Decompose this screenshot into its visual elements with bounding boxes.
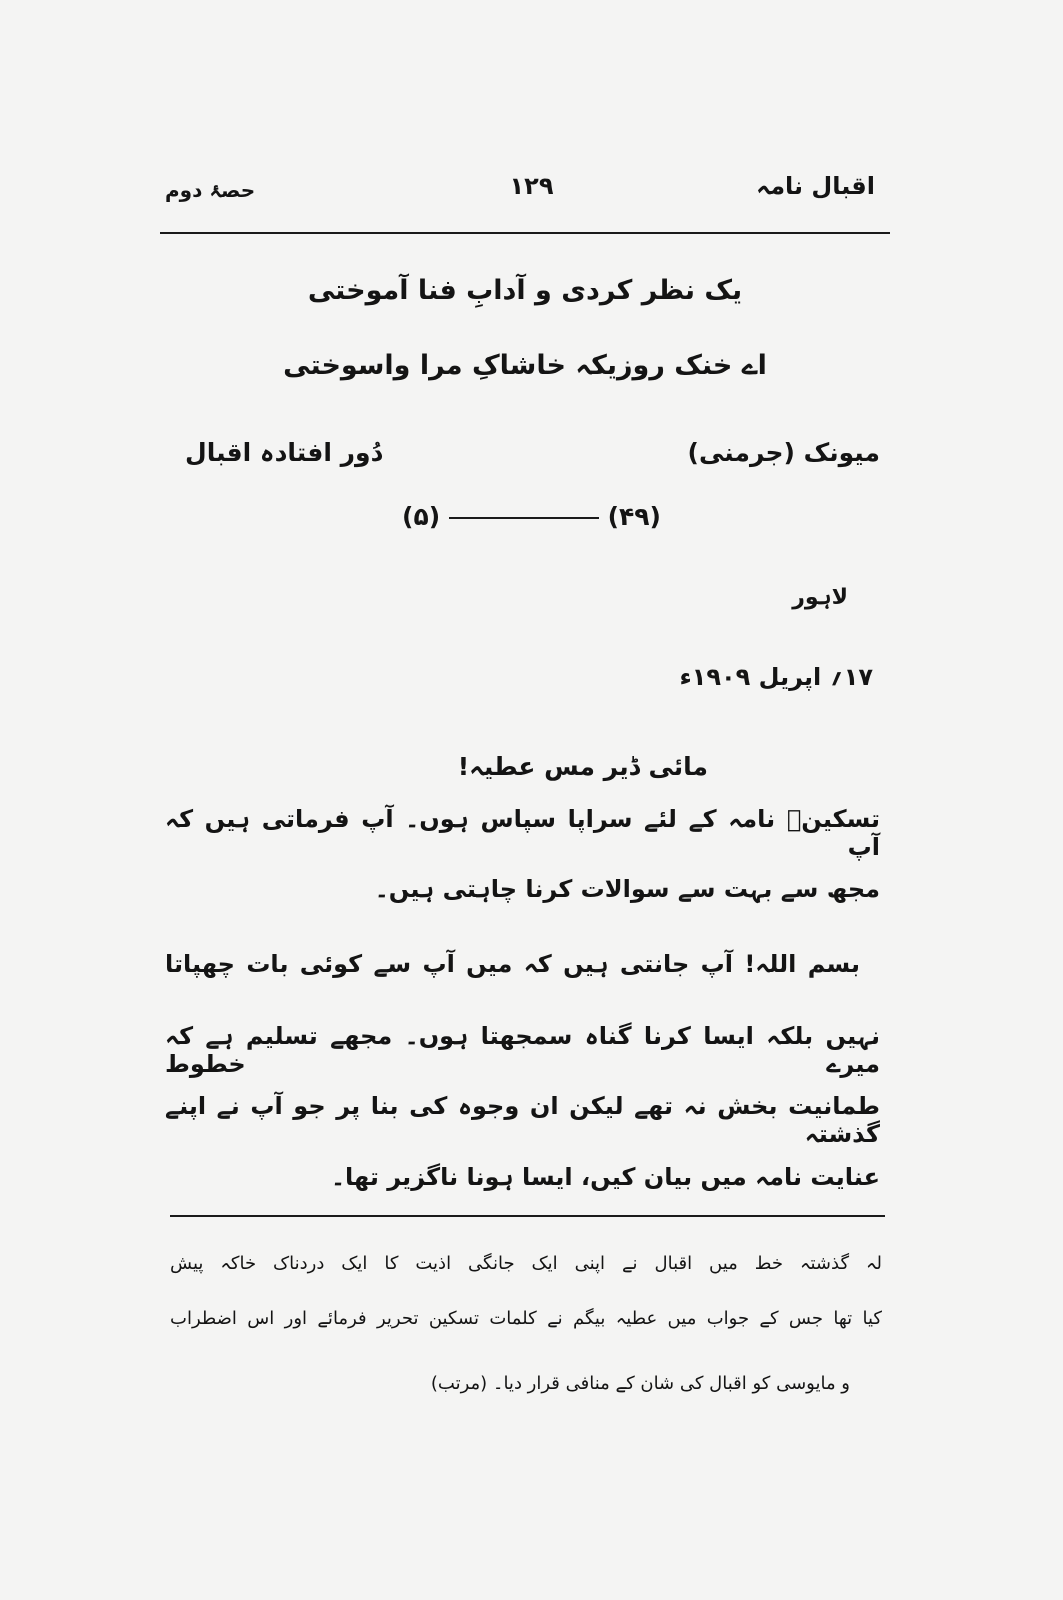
- book-title: اقبال نامہ: [756, 172, 875, 200]
- header-rule: [160, 232, 890, 234]
- verse-line-1: یک نظر کردی و آدابِ فنا آموختی: [307, 275, 743, 306]
- footnote-line: و مایوسی کو اقبال کی شان کے منافی قرار دیا۔ (مرتب): [430, 1373, 850, 1394]
- body-line: تسکینؔ نامہ کے لئے سراپا سپاس ہوں۔ آپ فرماتی ہیں کہ آپ: [165, 805, 880, 861]
- letter-city: لاہور: [792, 585, 848, 610]
- body-line: بسم اللہ! آپ جانتی ہیں کہ میں آپ سے کوئی بات چھپاتا: [165, 950, 860, 978]
- section-label: حصۂ دوم: [165, 178, 256, 202]
- letter-number-right: (۴۹): [607, 502, 661, 531]
- letter-salutation: مائی ڈیر مس عطیہ!: [457, 752, 708, 781]
- letter-number-dash: [449, 517, 599, 519]
- footnote-rule: [170, 1215, 885, 1217]
- body-line: عنایت نامہ میں بیان کیں، ایسا ہونا ناگزیر تھا۔: [330, 1163, 880, 1191]
- verse-line-2: اے خنک روزیکہ خاشاکِ مرا واسوختی: [283, 350, 767, 381]
- place-of-writing: میونک (جرمنی): [687, 438, 880, 467]
- page-number: ۱۲۹: [509, 172, 554, 200]
- letter-number: [300, 502, 763, 531]
- body-line: مجھ سے بہت سے سوالات کرنا چاہتی ہیں۔: [374, 875, 880, 903]
- body-line: نہیں بلکہ ایسا کرنا گناہ سمجھتا ہوں۔ مجھے تسلیم ہے کہ میرے خطوط: [165, 1022, 880, 1078]
- letter-number-left: (۵): [402, 502, 441, 531]
- body-line: طمانیت بخش نہ تھے لیکن ان وجوہ کی بنا پر جو آپ نے اپنے گذشتہ: [165, 1092, 880, 1148]
- footnote-line: لہ گذشتہ خط میں اقبال نے اپنی ایک جانگی اذیت کا ایک دردناک خاکہ پیش: [170, 1253, 882, 1274]
- signature: دُور افتادہ اقبال: [185, 438, 384, 467]
- footnote-line: کیا تھا جس کے جواب میں عطیہ بیگم نے کلمات تسکین تحریر فرمائے اور اس اضطراب: [170, 1308, 882, 1329]
- letter-date: ۱۷؍ اپریل ۱۹۰۹ء: [679, 663, 873, 691]
